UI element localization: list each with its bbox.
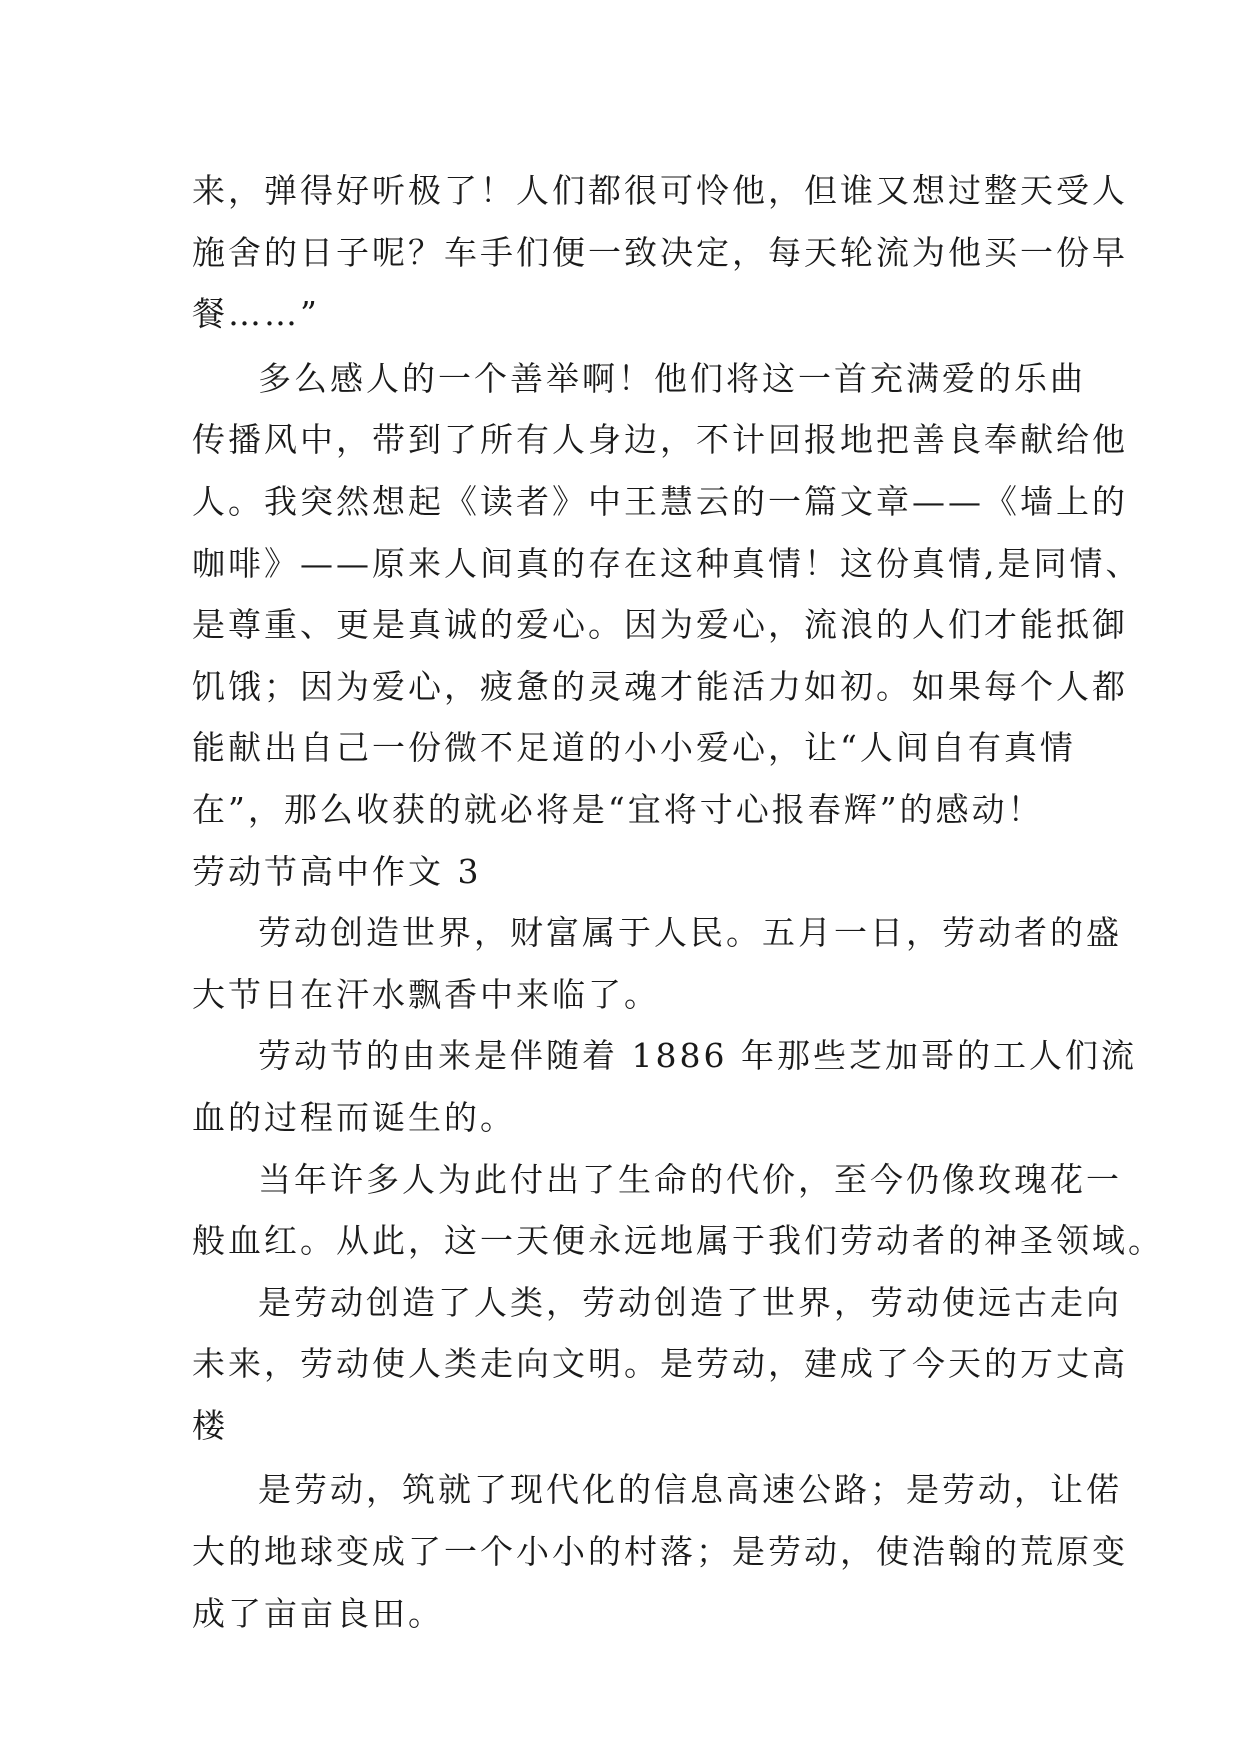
text-line: 是尊重、更是真诚的爱心。因为爱心，流浪的人们才能抵御	[192, 605, 1128, 645]
text-line: 来，弹得好听极了！人们都很可怜他，但谁又想过整天受人	[192, 171, 1128, 210]
heading-text: 劳动节高中作文 3	[192, 851, 482, 891]
text-line: 成了亩亩良田。	[192, 1593, 444, 1633]
text-line: 般血红。从此，这一天便永远地属于我们劳动者的神圣领域。	[192, 1221, 1164, 1261]
paragraph	[192, 160, 1128, 345]
paragraph	[192, 348, 1142, 841]
text-line: 劳动创造世界，财富属于人民。五月一日，劳动者的盛	[258, 913, 1122, 953]
text-line: 传播风中，带到了所有人身边，不计回报地把善良奉献给他	[192, 420, 1128, 460]
section-heading	[192, 841, 1052, 903]
text-line: 人。我突然想起《读者》中王慧云的一篇文章——《墙上的	[192, 481, 1128, 521]
text-line: 大的地球变成了一个小小的村落；是劳动，使浩翰的荒原变	[192, 1532, 1128, 1572]
text-line: 施舍的日子呢？车手们便一致决定，每天轮流为他买一份早	[192, 232, 1128, 272]
text-line: 楼	[192, 1405, 228, 1445]
text-line: 未来，劳动使人类走向文明。是劳动，建成了今天的万丈高	[192, 1344, 1128, 1384]
paragraph	[192, 1459, 1128, 1644]
text-line: 咖啡》——原来人间真的存在这种真情！这份真情,是同情、	[192, 543, 1142, 583]
text-line: 能献出自己一份微不足道的小小爱心，让“人间自有真情	[192, 728, 1076, 768]
document-body	[192, 160, 1164, 1644]
text-line: 是劳动创造了人类，劳动创造了世界，劳动使远古走向	[258, 1282, 1122, 1322]
paragraph	[192, 1272, 1128, 1457]
paragraph	[192, 902, 1122, 1025]
text-line: 餐……”	[192, 294, 320, 334]
text-line: 在”，那么收获的就必将是“宜将寸心报春辉”的感动！	[192, 789, 1044, 829]
text-line: 血的过程而诞生的。	[192, 1097, 516, 1137]
text-line: 当年许多人为此付出了生命的代价，至今仍像玫瑰花一	[258, 1159, 1122, 1199]
paragraph	[192, 1149, 1164, 1272]
text-line: 劳动节的由来是伴随着 1886 年那些芝加哥的工人们流	[258, 1036, 1137, 1076]
text-line: 大节日在汗水飘香中来临了。	[192, 974, 660, 1014]
text-line: 饥饿；因为爱心，疲惫的灵魂才能活力如初。如果每个人都	[192, 666, 1128, 706]
text-line: 是劳动，筑就了现代化的信息高速公路；是劳动，让偌	[258, 1470, 1122, 1510]
paragraph	[192, 1025, 1137, 1148]
text-line: 多么感人的一个善举啊！他们将这一首充满爱的乐曲	[258, 358, 1086, 398]
